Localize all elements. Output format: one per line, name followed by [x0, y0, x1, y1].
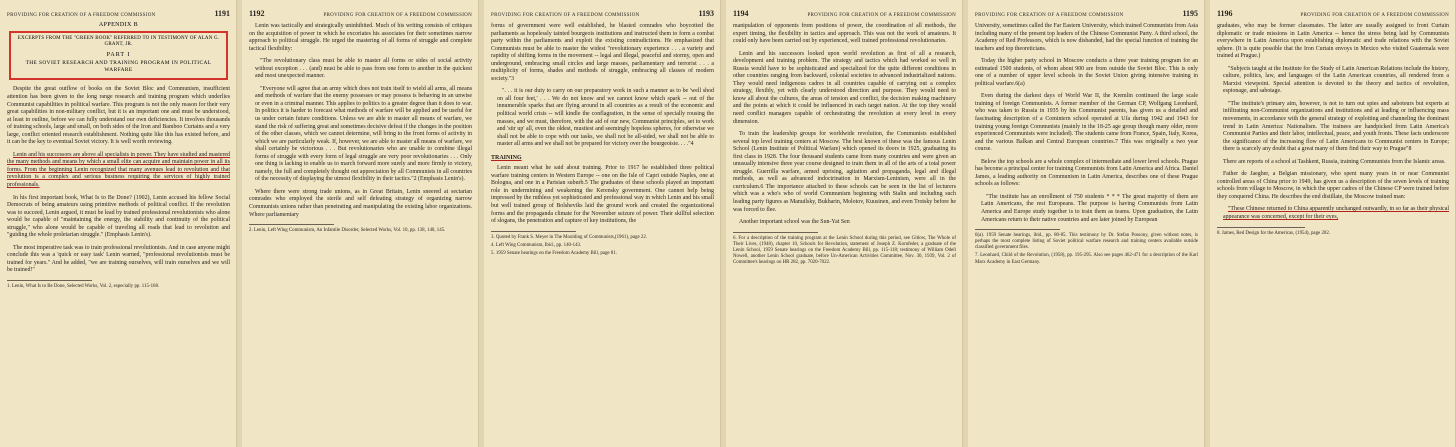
footnote: 6(a). 1959 Senate hearings, ibid., pp. 80-85. This testimony by Dr. Stefan Possony, given without notes, is perhaps the most complete listing of Soviet political warfare research and training centers available outside classified government files. — [975, 233, 1198, 251]
page-number: 1194 — [733, 9, 749, 18]
paragraph: Father de Jaegher, a Belgian missionary, who spent many years in or near Communist controlled areas of China prior to 1949, has given us a description of the seven levels of training schools from village to Moscow, in which the upper cadres of the Chinese CP were trained before they conquered China. He describes the end distillate, the Moscow trained man: — [1217, 171, 1449, 200]
page-1192 — [242, 0, 479, 447]
header-title: PROVIDING FOR CREATION OF A FREEDOM COMMISSION — [7, 13, 156, 18]
header-title: PROVIDING FOR CREATION OF A FREEDOM COMMISSION — [323, 13, 472, 18]
header-title: PROVIDING FOR CREATION OF A FREEDOM COMMISSION — [807, 13, 956, 18]
footnote-rule — [975, 229, 1060, 230]
page-1191 — [0, 0, 237, 447]
footnote: 1. Lenin, What Is to Be Done, Selected Works, Vol. 2, especially pp. 115-168. — [7, 283, 160, 289]
header-title: PROVIDING FOR CREATION OF A FREEDOM COMMISSION — [975, 13, 1124, 18]
footnote: 6. For a description of the training program at the Lenin School during this period, see Gitlow, The Whole of Their Lives, (1948), chapter 10, Schools for Revolution, statement of Joseph Z. Kornfeder, a graduate of the Lenin School, 1959 Senate hearings on the Freedom Academy Bill, pp. 115-118; testimony of William Odell Nowell, another Lenin School graduate, before Un-American Activities Committee, Nov. 30, 1939, Vol. 2 of Committee's hearings on HR 282, pp. 7020-7022. — [733, 235, 956, 266]
page-1193 — [484, 0, 721, 447]
running-header — [249, 9, 472, 18]
running-header — [975, 9, 1198, 18]
page-body — [7, 86, 230, 290]
footnote-rule — [7, 280, 92, 281]
paragraph: manipulation of opponents from positions of power, the coordination of all methods, the expert timing, the flexibility in tactics and approach. This was not the work of amateurs. It could only have been carried out by experienced, well trained professional revolutionaries. — [733, 23, 956, 45]
header-title: PROVIDING FOR CREATION OF A FREEDOM COMMISSION — [491, 13, 640, 18]
footnote: 3. Quoted by Frank S. Meyer in The Moulding of Communists,(1961), page 22. — [491, 234, 647, 240]
paragraph: Below the top schools are a whole complex of intermediate and lower level schools. Prague has become a principal center for training Communists from Latin America and Africa. Daniel James, a leading authority on Communism in Latin America, describes one of these Prague schools as follows: — [975, 158, 1198, 188]
section-heading-training: TRAINING — [491, 154, 522, 161]
appendix-label: APPENDIX B — [98, 22, 139, 28]
footnote-rule — [491, 231, 576, 232]
paragraph: forms of government were well established, he blasted comrades who boycotted the parliaments as hopelessly tainted bourgeois institutions and instructed them to form a combat party within the parliaments and exploit the existing contradictions. He emphasized that Communists must be able to master the widest "revolutionary experience . . . a variety and rapidity of shifting forms in the movement -- legal and illegal, peaceful and stormy, open and underground, embracing small circles and large masses, parliamentary and terrorist . . . a multiplicity of forms, shades and methods of struggle, embracing all classes of modern society."3 — [491, 23, 714, 82]
excerpt-source-line: EXCERPTS FROM THE "GREEN BOOK" REFERRED TO IN TESTIMONY OF ALAN G. GRANT, JR. — [17, 36, 220, 48]
page-body — [491, 23, 714, 257]
page-number: 1196 — [1217, 9, 1233, 18]
running-header — [733, 9, 956, 18]
paragraph: In his first important book, What Is to Be Done? (1902), Lenin accused his fellow Social Democrats of being amateurs using primitive methods of political conflict. If the revolution was to succeed, Lenin argued, it must be lead by trained professional revolutionists who alone would be capable of "maintaining the energy, the stability and continuity of the political struggle," who alone would be capable of traveling all roads that lead to revolution and "guiding the whole proletarian struggle." (Emphasis Lenin's). — [7, 194, 230, 239]
header-title: PROVIDING FOR CREATION OF A FREEDOM COMMISSION — [1300, 13, 1449, 18]
paragraph: Lenin and his successors looked upon world revolution as first of all a research, development and training problem. The strategy and tactics which had worked so well in Russia would have to be sophisticated and specialized for the quite different conditions in other countries ranging from backward, colonial societies to advanced industrialized nations. They would need indigenous cadres in all countries capable of carrying out a complex strategy, flexibly, yet with clearly understood direction and purpose. They would need to know all about the cultures, the areas of tension and conflict, the decision making machinery and the points at which it could be influenced in each target nation. At the top they would need conflict managers capable of orchestrating the revolution at every level in every dimension. — [733, 50, 956, 125]
page-1194 — [726, 0, 963, 447]
page-number: 1191 — [214, 9, 230, 18]
page-number: 1195 — [1182, 9, 1198, 18]
footnote-rule — [733, 232, 818, 233]
quote-paragraph-underlined: "These Chinese returned to China apparently unchanged outwardly, in so far as their physical appearance was concerned, except for their eyes, — [1223, 206, 1449, 221]
paragraph: The most imperative task was to train professional revolutionists. And in case anyone might conclude this was a 'quick or easy task' Lenin warned, "professional revolutionists must be trained for years." And he added, "we are training ourselves, will train ourselves and we will be trained!" — [7, 244, 230, 274]
page-body — [733, 23, 956, 266]
paragraph: Where there were strong trade unions, as in Great Britain, Lenin sneered at sectarian comrades who employed the sterile and self defeating strategy of organizing narrow Communists unions rather than penetrating and manipulating the existing labor organizations. Where parliamentary — [249, 188, 472, 218]
page-1195 — [968, 0, 1205, 447]
paragraph: There are reports of a school at Tashkent, Russia, training Communists from the Islamic areas. — [1223, 158, 1446, 165]
page-body — [1217, 23, 1449, 237]
paragraph: University, sometimes called the Far Eastern University, which trained Communists from Asia including many of the present top leaders of the Chinese Communist Party. A third school, the Academy of Red Professors, which is now disbanded, had the special function of training the teachers and top theoreticians. — [975, 23, 1198, 52]
page-body — [249, 23, 472, 234]
part-label: PART I — [106, 51, 131, 58]
footnote: 2. Lenin, Left Wing Communism, An Infantile Disorder, Selected Works, Vol. 10, pp. 138, 140, 145. — [249, 228, 446, 234]
paragraph: To train the leadership groups for worldwide revolution, the Communists established several top level training centers at Moscow. The best known of these was the famous Lenin School (Lenin Institute of Political Warfare) which opened its doors in 1925, graduating its first class in 1928. The four thousand students came from many countries and were given an unusually intensive three year course designed to train them in all of the arts of a total power struggle. Guerrilla warfare, armed uprising, agitation and propaganda, legal and illegal methods, as well as advanced indoctrination in Marxism-Leninism, were all in the curriculum.6 The importance attached to these schools can be seen in the list of lecturers which was a who's who of world Communism beginning with Stalin and including such leading party figures as Manuilsky, Bukharin, Molotov, Kuusinen, and even Trotsky before he was forced to flee. — [733, 131, 956, 213]
page-number: 1192 — [249, 9, 265, 18]
footnote: 8. James, Red Design for the Americas, (1954), page 202. — [1217, 230, 1330, 236]
footnote-rule — [1217, 227, 1305, 228]
page-1196 — [1210, 0, 1456, 447]
paragraph: Lenin was tactically and strategically uninhibited. Much of his writing consists of critiques on the acquisition of power in which he excoriates his associates for their sometimes narrow approach to political struggle. He urged the mastering of all forms of struggle and complete tactical flexibility: — [249, 23, 472, 52]
footnote: 4. Left Wing Communism, Ibid., pp. 140-143. — [491, 242, 582, 248]
running-header — [1217, 9, 1449, 18]
footnote: 5. 1959 Senate hearings on the Freedom Academy Bill, page 81. — [491, 250, 617, 256]
paragraph: Despite the great outflow of books on the Soviet Bloc and Communism, insufficient attention has been given to the long range research and training program which underlies Communist capabilities in political warfare. This program is not the only reason for their very great capabilities in non-military conflict, but it is an important one and must be understood, at least in outline, before we can fully understand our own deficiencies. It involves thousands of training schools, large and small, on both sides of the Iron and Bamboo Curtains and a very large, conflict oriented research establishment. Nothing quite like this has existed before, and it can be the key to eventual Soviet victory. It is well worth reviewing. — [7, 86, 230, 146]
quote-paragraph: ". . . it is our duty to carry on our preparatory work in such a manner as to be 'well shod on all four feet,' . . . We do not know and we cannot know which spark -- out of the innumerable sparks that are flying around in all countries as a result of the economic and political world crisis -- will kindle the conflagration, in the sense of specially rousing the masses, and we must, therefore, with the aid of our new, Communist principles, set to work and 'stir up' all, even the oldest, mustiest and seemingly hopeless spheres, for otherwise we shall not be able to cope with our tasks, we shall not be all-sided, we shall not be able to master all arms and we shall not be prepared for victory over the bourgeoisie. . . ."4 — [497, 88, 714, 148]
paragraph: Another important school was the Sun-Yat Sen — [739, 219, 850, 226]
footnote-rule — [249, 224, 334, 225]
quote-paragraph: "Everyone will agree that an army which does not train itself to wield all arms, all means and methods of warfare that the enemy possesses or may possess is behaving in an unwise or even in a criminal manner. This applies to politics to a greater degree than it does to war. In politics it is harder to forecast what methods of warfare will be applied and be useful for us under certain future conditions. Unless we are able to master all means of warfare, we stand the risk of suffering great and sometimes decisive defeat if the changes in the position of the other classes, which we cannot determine, will bring to the front forms of activity in which we are particularly weak. If, however, we are able to master all means of warfare, we shall certainly be victorious . . . But revolutionaries who are unable to combine illegal forms of struggle with every form of legal struggle are very poor revolutionaries . . . Only one thing is lacking to enable us to march forward more surely and more firmly to victory, namely, the full and completely thought out appreciation by all Communists in all countries of the necessity of displaying the utmost flexibility in their tactics."2 (Emphasis Lenin's). — [255, 85, 472, 183]
paragraph: Even during the darkest days of World War II, the Kremlin continued the large scale training of foreign Communists. A former member of the German CP, Wolfgang Leonhard, who was taken to Russia in 1935 by his Communist parents, has given us a detailed and fascinating description of a Comintern school operated at Ufa during 1942 and 1943 for training young foreign Communists (mainly in the 18-25 age group though many older, more experienced Communists were included). The students came from France, Spain, Italy, Korea, and the various Balkan and Central European countries.7 This was originally a two year course. — [975, 93, 1198, 153]
quote-paragraph: "The institute's primary aim, however, is not to turn out spies and saboteurs but experts at infiltrating non-Communist organizations and institutions and at leading or influencing mass movements, in accordance with the general strategy of exploiting and channeling the dominant trend in Latin America: Nationalism. The trainees are handpicked from Latin America's Communist Parties and their labor, intellectual, peace, and youth fronts. These facts underscore the significance of the increasing flow of Latin Americans to Communist centers in Europe; there is scarcely any doubt that a great many of them find their way to Prague"8 — [1223, 100, 1449, 153]
highlighted-title-box — [9, 31, 228, 80]
quote-paragraph: "The institute has an enrollment of 750 students * * * The great majority of them are Latin Americans, the rest Europeans. The purpose is having Communists from Latin America and Europe study together is to train them as teams. Upon graduation, the Latin Americans return to their native countries and are later joined by European — [981, 193, 1198, 223]
footnote: 7. Leonhard, Child of the Revolution, (1958), pp. 195-295. Also see pages 462-471 for a description of the Karl Marx Academy in East Germany. — [975, 253, 1198, 265]
paragraph: Today the higher party school in Moscow conducts a three year training program for an estimated 1500 students, of whom about 900 are from outside the Soviet Bloc. This is only one of a number of upper level schools in the Soviet Union giving intensive training in political warfare.6(a) — [975, 58, 1198, 87]
paragraph: Lenin meant what he said about training. Prior to 1917 he established three political warfare training centers in Western Europe -- one on the Isle of Capri outside Naples, one at Bologna, and one in a Parisian suburb.5 The graduates of these schools played an important role in undermining and weakening the Kerensky government. One cannot help being impressed by the ruthless yet sophisticated and professional way in which Lenin and his small but well trained group of Bolsheviks laid the ground work and created the organizational forms and the propaganda climate for the November seizure of power. Their skillful selection of slogans, the penetration and capture of key institutions, the — [491, 165, 714, 225]
quote-paragraph: "The revolutionary class must be able to master all forms or sides of social activity without exception . . . (and) must be able to pass from one form to another in the quickest and most unexpected manner. — [255, 58, 472, 80]
running-header — [7, 9, 230, 18]
page-number: 1193 — [698, 9, 714, 18]
paragraph-underlined: Lenin and his successors are above all specialists in power. They have studied and mastered the many methods and means by which a small elite can acquire and maintain power in all its forms. From the beginning Lenin recognized that many avenues lead to revolution and that revolution is a complex and serious business requiring the services of highly trained professionals. — [7, 151, 230, 188]
quote-paragraph: "Subjects taught at the Institute for the Study of Latin American Relations include the history, culture, politics, law, and languages of the Latin American countries, all rendered from a Marxist viewpoint. Special attention is devoted to the theory and tactics of revolution, espionage, and sabotage. — [1223, 65, 1449, 95]
running-header — [491, 9, 714, 18]
page-body — [975, 23, 1198, 266]
section-title: THE SOVIET RESEARCH AND TRAINING PROGRAM IN POLITICAL WARFARE — [25, 59, 212, 73]
paragraph: graduates, who may be former classmates. The latter are usually assigned to front Curtain diplomatic or trade missions in Latin America -- hence the stress being laid by Communists everywhere in Latin America upon establishing diplomatic and trade relations with the Soviet sphere. (It is quite possible that the Iron Curtain envoys in Mexico who visited Guatemala were trained at Prague.) — [1217, 23, 1449, 60]
